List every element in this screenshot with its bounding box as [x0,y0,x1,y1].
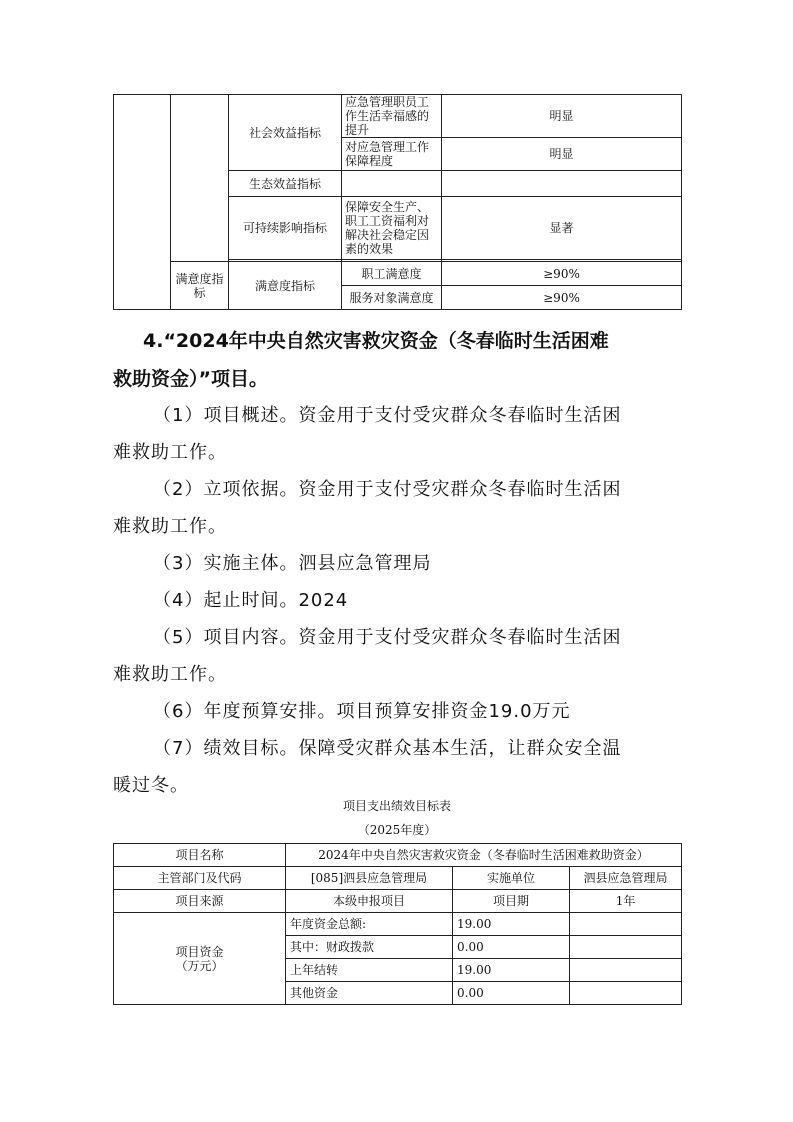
paragraph-line: 难救助工作。 [113,442,227,463]
paragraph-goal [113,730,685,804]
funds-row-value: 0.00 [453,982,570,1005]
funds-row-label: 其中：财政拨款 [286,936,453,959]
funds-row-extra [570,982,682,1005]
unit-value: 泗县应急管理局 [570,867,682,890]
period-value: 1年 [570,890,682,913]
funds-row-extra [570,936,682,959]
paragraph-line: （7）绩效目标。保障受灾群众基本生活，让群众安全温 [153,738,622,759]
heading-line: 救助资金）”项目。 [113,368,268,390]
second-level-cell [171,95,229,262]
funds-row-value: 0.00 [453,936,570,959]
dept-label: 主管部门及代码 [114,867,286,890]
funds-label: 项目资金 [175,944,224,959]
paragraph-line: （5）项目内容。资金用于支付受灾群众冬春临时生活困 [153,627,622,648]
indicator-name: 服务对象满意度 [342,286,442,310]
paragraph-overview [113,397,685,471]
funds-row-label: 年度资金总额: [286,913,453,936]
eco-indicator-label: 生态效益指标 [229,171,342,197]
performance-target-table [113,843,682,1005]
indicator-value: 明显 [442,138,682,171]
sustain-indicator-label: 可持续影响指标 [229,197,342,260]
paragraph-line: 难救助工作。 [113,516,227,537]
paragraph-line: （1）项目概述。资金用于支付受灾群众冬春临时生活困 [153,405,622,426]
project-name-value: 2024年中央自然灾害救灾资金（冬春临时生活困难救助资金） [286,844,682,867]
source-value: 本级申报项目 [286,890,453,913]
paragraph-period [113,582,685,619]
satisfaction-indicator-label: 满意度指标 [229,262,342,310]
paragraph-line: （4）起止时间。2024 [153,590,349,611]
indicator-value [442,171,682,197]
paragraph-line: （6）年度预算安排。项目预算安排资金19.0万元 [153,701,571,722]
indicator-value: ≥90% [442,262,682,286]
indicator-name [342,171,442,197]
funds-row-extra [570,959,682,982]
indicator-value: 显著 [442,197,682,260]
paragraph-line: （2）立项依据。资金用于支付受灾群众冬春临时生活困 [153,479,622,500]
dept-value: [085]泗县应急管理局 [286,867,453,890]
funds-row-label: 上年结转 [286,959,453,982]
table-title: 项目支出绩效目标表 [342,799,451,813]
source-label: 项目来源 [114,890,286,913]
first-level-cell [114,95,171,310]
funds-row-label: 其他资金 [286,982,453,1005]
indicator-value: ≥90% [442,286,682,310]
paragraph-budget [113,693,685,730]
project-name-label: 项目名称 [114,844,286,867]
indicator-name: 对应急管理工作保障程度 [342,138,442,171]
unit-label: 实施单位 [453,867,570,890]
indicator-table-continued [113,94,682,310]
indicator-name: 职工满意度 [342,262,442,286]
heading-line: 4.“2024年中央自然灾害救灾资金（冬春临时生活困难 [143,330,609,352]
funds-unit: （万元） [175,958,224,973]
paragraph-content [113,619,685,693]
paragraph-line: （3）实施主体。泗县应急管理局 [153,553,432,574]
indicator-value: 明显 [442,95,682,138]
paragraph-line: 暖过冬。 [113,775,189,796]
satisfaction-category-label: 满意度指标 [171,262,229,310]
section-heading [113,322,683,398]
paragraph-basis [113,471,685,545]
funds-row-value: 19.00 [453,959,570,982]
funds-row-value: 19.00 [453,913,570,936]
table-year: （2025年度） [357,823,437,837]
paragraph-line: 难救助工作。 [113,664,227,685]
paragraph-entity [113,545,685,582]
funds-label-cell [114,913,286,1005]
funds-row-extra [570,913,682,936]
social-indicator-label: 社会效益指标 [229,95,342,171]
indicator-name: 应急管理职员工作生活幸福感的提升 [342,95,442,138]
period-label: 项目期 [453,890,570,913]
indicator-name: 保障安全生产、职工工资福利对解决社会稳定因素的效果 [342,197,442,260]
